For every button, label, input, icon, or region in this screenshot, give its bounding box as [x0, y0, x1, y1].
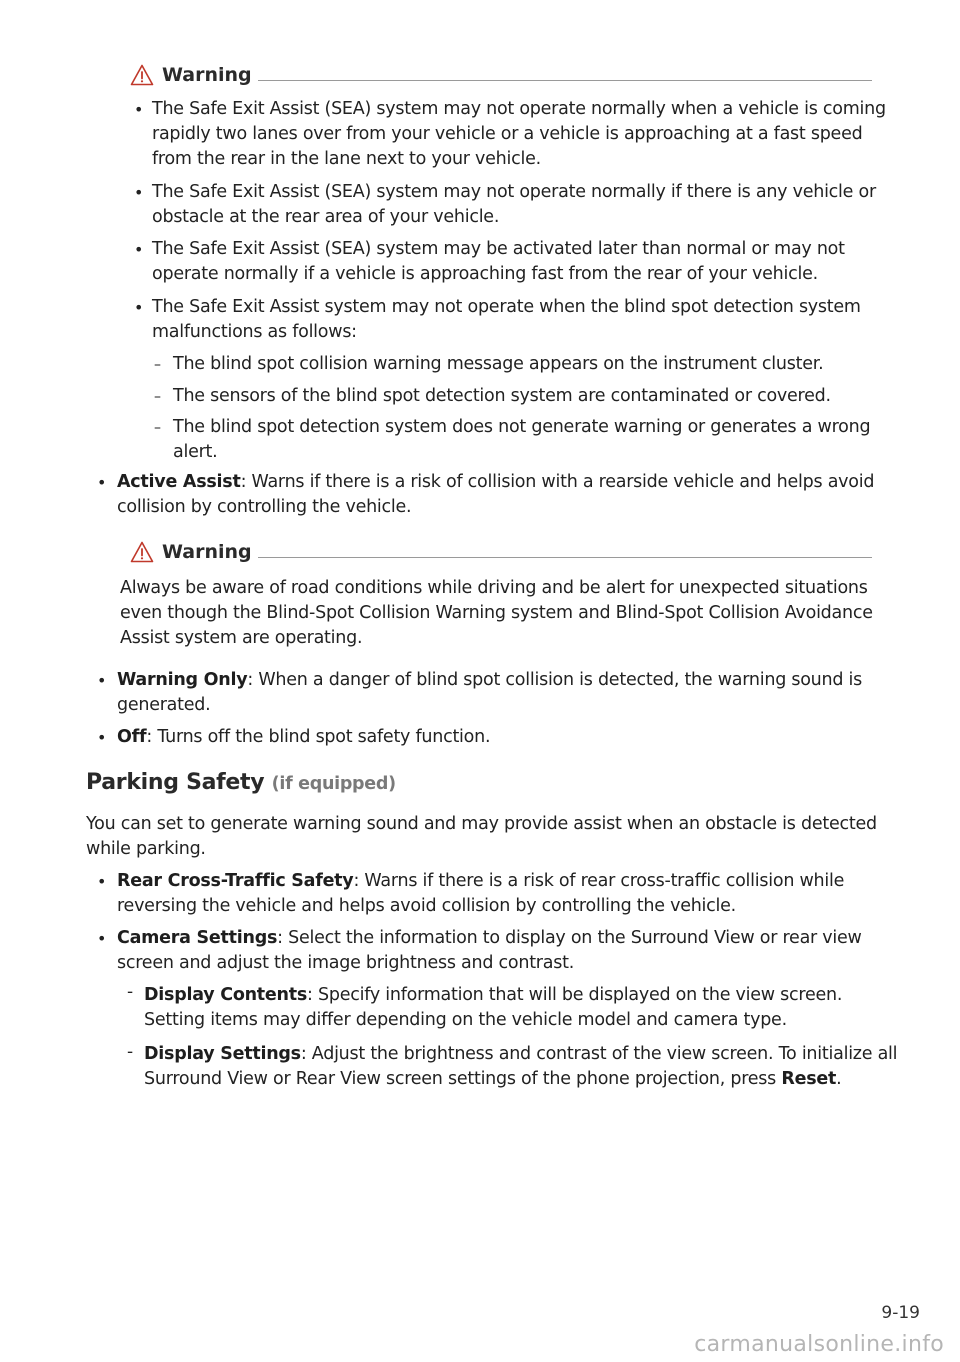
- display-settings-line2-text: Surround View or Rear View screen settings of the phone projection, press: [144, 1069, 782, 1089]
- bullet-dot: •: [134, 183, 144, 202]
- bullet-dot: •: [134, 240, 144, 259]
- warning2-line2: even though the Blind-Spot Collision Warning system and Blind-Spot Collision Avoidance: [120, 603, 873, 623]
- rear-cross-line2: reversing the vehicle and helps avoid collision by controlling the vehicle.: [117, 896, 736, 916]
- off-line1: [117, 725, 490, 751]
- bullet-dot: •: [134, 298, 144, 317]
- warning1-bullet2-line1: The Safe Exit Assist (SEA) system may not operate normally if there is any vehicle or: [152, 182, 876, 202]
- sub-hyphen: -: [127, 982, 134, 1002]
- bullet-dot: •: [134, 100, 144, 119]
- rear-cross-label: Rear Cross-Traffic Safety: [117, 871, 354, 891]
- warning-only-line2: generated.: [117, 695, 211, 715]
- active-assist-line1: [117, 470, 874, 496]
- off-label: Off: [117, 727, 147, 747]
- warning-triangle-icon: [130, 541, 154, 563]
- sub-hyphen: -: [127, 1042, 134, 1062]
- sub-dash: –: [154, 420, 161, 436]
- display-settings-line2: [144, 1067, 841, 1093]
- active-assist-label: Active Assist: [117, 472, 241, 492]
- display-settings-line1: [144, 1042, 897, 1068]
- display-settings-label: Display Settings: [144, 1044, 301, 1064]
- warning1-bullet3-line2: operate normally if a vehicle is approaching fast from the rear of your vehicle.: [152, 264, 818, 284]
- warning-triangle-icon: [130, 64, 154, 86]
- camera-settings-line1: [117, 926, 862, 952]
- warning-title: Warning: [162, 64, 252, 86]
- display-contents-desc: : Specify information that will be displayed on the view screen.: [307, 985, 843, 1005]
- page-number: 9-19: [881, 1303, 920, 1323]
- display-contents-line2: Setting items may differ depending on the vehicle model and camera type.: [144, 1010, 787, 1030]
- warning1-bullet4-line1: The Safe Exit Assist system may not operate when the blind spot detection system: [152, 297, 861, 317]
- bullet-dot: •: [97, 929, 107, 948]
- warning-rule-1: [258, 80, 872, 81]
- parking-safety-qualifier: (if equipped): [271, 774, 396, 794]
- camera-settings-label: Camera Settings: [117, 928, 278, 948]
- sub-dash: –: [154, 389, 161, 405]
- off-desc: : Turns off the blind spot safety function.: [146, 727, 491, 747]
- rear-cross-line1: [117, 869, 844, 895]
- warning1-bullet1-line3: from the rear in the lane next to your vehicle.: [152, 149, 541, 169]
- warning-header-1: [130, 62, 252, 88]
- camera-settings-desc: : Select the information to display on the Surround View or rear view: [277, 928, 862, 948]
- sub-dash: –: [154, 357, 161, 373]
- site-watermark: carmanualsonline.info: [694, 1332, 944, 1357]
- reset-label: Reset: [781, 1069, 837, 1089]
- warning1-sub3-line1: The blind spot detection system does not generate warning or generates a wrong: [173, 417, 871, 437]
- display-settings-desc: : Adjust the brightness and contrast of the view screen. To initialize all: [300, 1044, 898, 1064]
- warning-title: Warning: [162, 541, 252, 563]
- warning1-bullet1-line1: The Safe Exit Assist (SEA) system may not operate normally when a vehicle is coming: [152, 99, 886, 119]
- bullet-dot: •: [97, 671, 107, 690]
- display-contents-label: Display Contents: [144, 985, 308, 1005]
- warning-only-line1: [117, 668, 862, 694]
- active-assist-desc: : Warns if there is a risk of collision with a rearside vehicle and helps avoid: [240, 472, 875, 492]
- warning-header-2: [130, 539, 252, 565]
- bullet-dot: •: [97, 728, 107, 747]
- warning-only-desc: : When a danger of blind spot collision is detected, the warning sound is: [247, 670, 863, 690]
- warning1-bullet3-line1: The Safe Exit Assist (SEA) system may be activated later than normal or may not: [152, 239, 845, 259]
- warning2-line3: Assist system are operating.: [120, 628, 363, 648]
- warning1-bullet4-line2: malfunctions as follows:: [152, 322, 357, 342]
- parking-intro-line1: You can set to generate warning sound and may provide assist when an obstacle is detected: [86, 814, 877, 834]
- warning1-bullet1-line2: rapidly two lanes over from your vehicle or a vehicle is approaching at a fast speed: [152, 124, 863, 144]
- bullet-dot: •: [97, 473, 107, 492]
- display-contents-line1: [144, 983, 842, 1009]
- parking-intro-line2: while parking.: [86, 839, 206, 859]
- warning1-sub2-line1: The sensors of the blind spot detection system are contaminated or covered.: [173, 386, 831, 406]
- warning1-sub1-line1: The blind spot collision warning message appears on the instrument cluster.: [173, 354, 824, 374]
- rear-cross-desc: : Warns if there is a risk of rear cross-traffic collision while: [353, 871, 845, 891]
- warning2-line1: Always be aware of road conditions while driving and be alert for unexpected situations: [120, 578, 868, 598]
- warning1-sub3-line2: alert.: [173, 442, 218, 462]
- warning-only-label: Warning Only: [117, 670, 248, 690]
- parking-safety-title: Parking Safety: [86, 770, 265, 795]
- display-settings-line2-end: .: [836, 1069, 842, 1089]
- bullet-dot: •: [97, 872, 107, 891]
- camera-settings-line2: screen and adjust the image brightness and contrast.: [117, 953, 575, 973]
- parking-safety-heading: [86, 770, 396, 795]
- warning1-bullet2-line2: obstacle at the rear area of your vehicle.: [152, 207, 500, 227]
- active-assist-line2: collision by controlling the vehicle.: [117, 497, 412, 517]
- warning-rule-2: [258, 557, 872, 558]
